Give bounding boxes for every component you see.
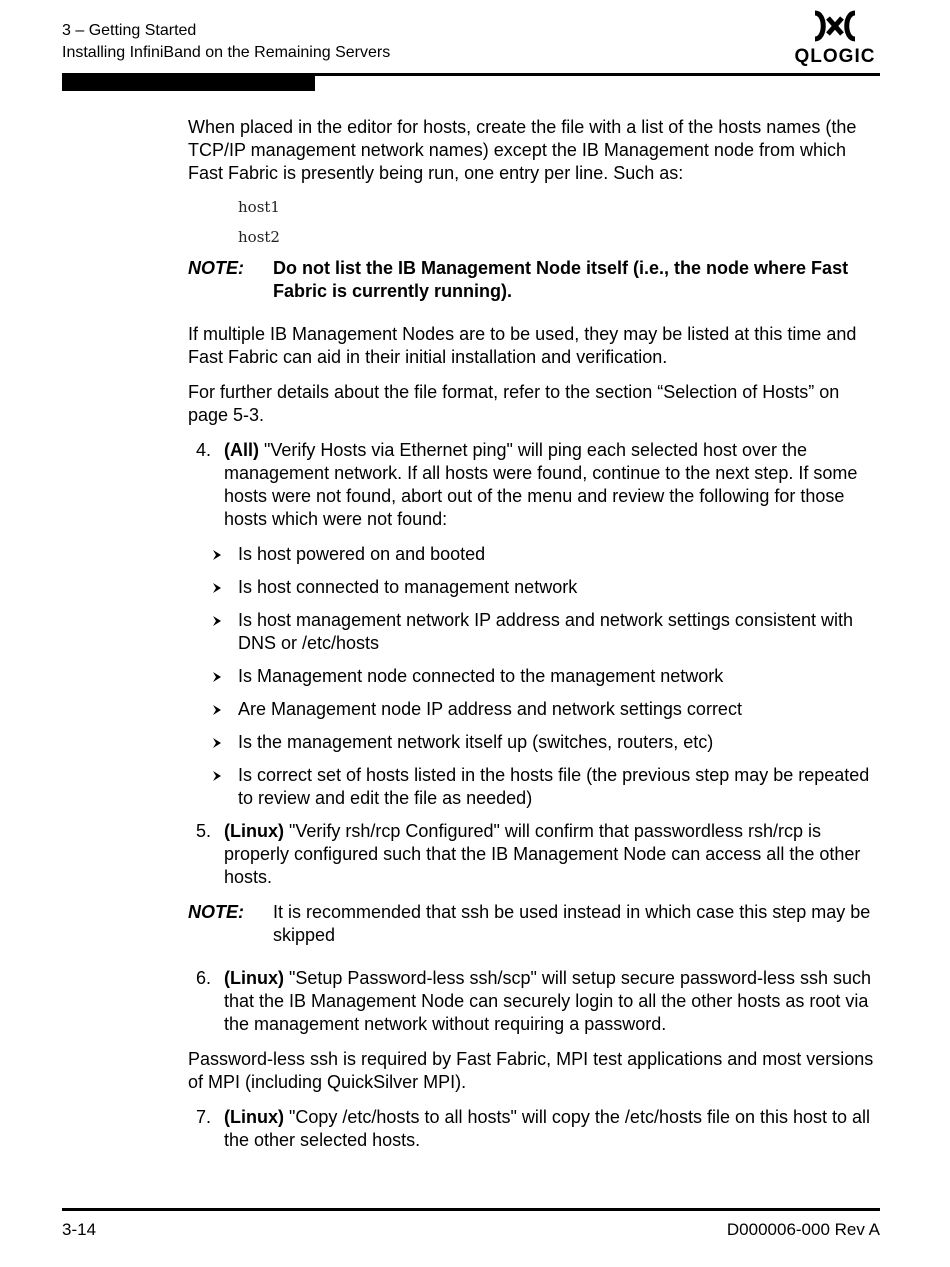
list-item-text: Are Management node IP address and network settings correct	[238, 699, 742, 719]
list-item	[212, 576, 884, 599]
step-text: "Verify rsh/rcp Configured" will confirm that passwordless rsh/rcp is properly configured such that the IB Management Node can access all the other hosts.	[224, 821, 861, 887]
document-id: D000006-000 Rev A	[726, 1220, 880, 1239]
step-text: "Setup Password-less ssh/scp" will setup secure password-less ssh such that the IB Management Node can securely login to all the other hosts as root via the management network without requiring a password.	[224, 968, 872, 1034]
logo-text: QLOGIC	[794, 46, 876, 67]
step-number: 6.	[196, 968, 212, 988]
header-bar	[62, 76, 315, 91]
step-tag: (All)	[224, 440, 259, 460]
page-number: 3-14	[62, 1220, 97, 1239]
step-text: "Verify Hosts via Ethernet ping" will ping each selected host over the management network. If all hosts were found, continue to the next step. If some hosts were not found, abort out of the menu and review the following for those hosts which were not found:	[224, 440, 858, 529]
qlogic-logo	[790, 8, 880, 66]
step-body	[224, 820, 884, 889]
note-text: It is recommended that ssh be used instead in which case this step may be skipped	[273, 902, 871, 945]
step-tag: (Linux)	[224, 1107, 284, 1127]
step-tag: (Linux)	[224, 821, 284, 841]
note-text: Do not list the IB Management Node itself (i.e., the node where Fast Fabric is currently running).	[273, 258, 849, 301]
details-paragraph: For further details about the file format, refer to the section “Selection of Hosts” on page 5-3.	[188, 382, 840, 425]
step-number: 5.	[196, 821, 212, 841]
step-4	[196, 439, 884, 531]
bullet-arrow-icon	[212, 543, 238, 566]
list-item-text: Is host powered on and booted	[238, 544, 486, 564]
step-number: 4.	[196, 440, 212, 460]
step-number: 7.	[196, 1107, 212, 1127]
bullet-arrow-icon	[212, 609, 238, 655]
note-label: NOTE:	[188, 258, 244, 278]
list-item	[212, 665, 884, 688]
bullet-arrow-icon	[212, 698, 238, 721]
list-item	[212, 731, 884, 754]
footer-rule	[62, 1208, 880, 1211]
ssh-paragraph: Password-less ssh is required by Fast Fabric, MPI test applications and most versions of MPI (including QuickSilver MPI).	[188, 1049, 874, 1092]
note-block	[188, 901, 884, 947]
step-body	[224, 1106, 884, 1152]
bullet-arrow-icon	[212, 665, 238, 688]
list-item-text: Is host connected to management network	[238, 577, 578, 597]
list-item-text: Is host management network IP address and network settings consistent with DNS or /etc/hosts	[238, 610, 853, 653]
running-header	[62, 20, 390, 64]
multiple-nodes-paragraph: If multiple IB Management Nodes are to be used, they may be listed at this time and Fast Fabric can aid in their initial installation and verification.	[188, 324, 857, 367]
step-text: "Copy /etc/hosts to all hosts" will copy the /etc/hosts file on this host to all the other selected hosts.	[224, 1107, 871, 1150]
step-body	[224, 967, 884, 1036]
header-section: Installing InfiniBand on the Remaining Servers	[62, 44, 391, 61]
bullet-arrow-icon	[212, 576, 238, 599]
code-line: host1	[238, 198, 280, 216]
bullet-arrow-icon	[212, 764, 238, 810]
list-item-text: Is Management node connected to the management network	[238, 666, 724, 686]
list-item	[212, 543, 884, 566]
step-6	[196, 967, 884, 1036]
page-body	[188, 116, 884, 1164]
intro-paragraph: When placed in the editor for hosts, create the file with a list of the hosts names (the TCP/IP management network names) except the IB Management node from which Fast Fabric is presently being run, one entry per line. Such as:	[188, 117, 857, 183]
bullet-list	[212, 543, 884, 810]
list-item	[212, 609, 884, 655]
step-body	[224, 439, 884, 531]
note-block	[188, 257, 884, 303]
bullet-arrow-icon	[212, 731, 238, 754]
qlogic-emblem-icon	[812, 10, 858, 42]
step-7	[196, 1106, 884, 1152]
list-item-text: Is the management network itself up (switches, routers, etc)	[238, 732, 714, 752]
list-item-text: Is correct set of hosts listed in the hosts file (the previous step may be repeated to review and edit the file as needed)	[238, 765, 870, 808]
code-line: host2	[238, 228, 280, 246]
list-item	[212, 698, 884, 721]
list-item	[212, 764, 884, 810]
header-chapter: 3 – Getting Started	[62, 22, 197, 39]
step-5	[196, 820, 884, 889]
note-label: NOTE:	[188, 902, 244, 922]
step-tag: (Linux)	[224, 968, 284, 988]
